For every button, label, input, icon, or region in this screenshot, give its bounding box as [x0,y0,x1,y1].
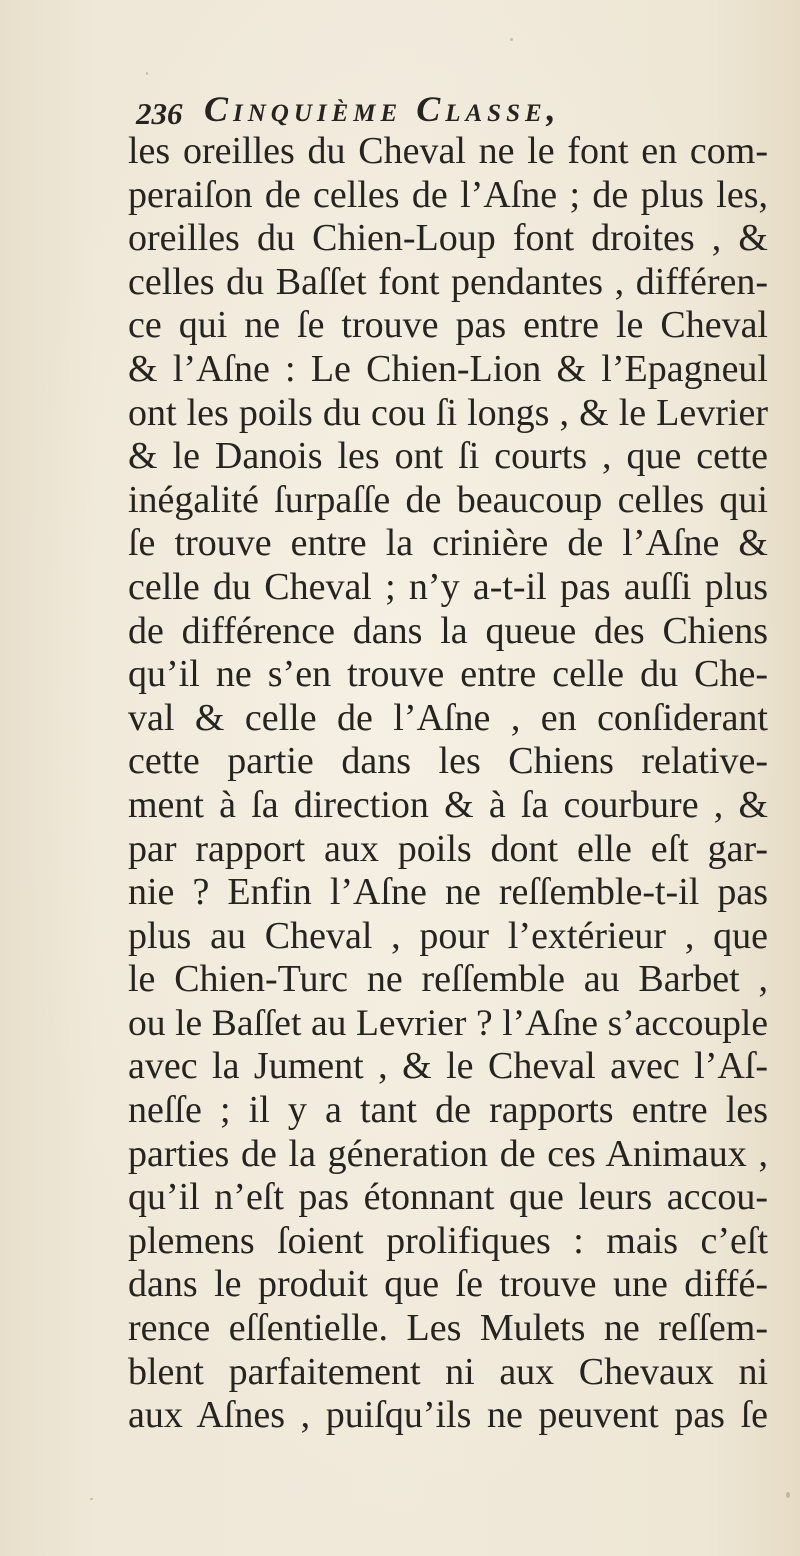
body-text [128,130,768,1438]
running-title: Cinquième Classe, [204,89,561,129]
text-line: peraiſon de celles de l’Aſne ; de plus les, [128,173,768,216]
paper-speck [90,1498,93,1500]
text-line: inégalité ſurpaſſe de beaucoup celles qui [128,478,768,521]
text-line: oreilles du Chien-Loup font droites , & [128,217,768,260]
text-line: plemens ſoient prolifiques : mais c’eſt [128,1219,768,1262]
page-number: 236 [136,96,183,131]
text-line: cette partie dans les Chiens relative- [128,740,768,783]
text-line: aux Aſnes , puiſqu’ils ne peuvent pas ſe [128,1394,768,1437]
text-line: neſſe ; il y a tant de rapports entre les [128,1089,768,1132]
text-line: les oreilles du Cheval ne le font en com- [128,130,768,172]
text-line: ou le Baſſet au Levrier ? l’Aſne s’accouple [128,1002,768,1044]
text-line: celle du Cheval ; n’y a-t-il pas auſſi plus [128,565,768,608]
text-line: qu’il n’eſt pas étonnant que leurs accou- [128,1176,768,1219]
text-line: & le Danois les ont ſi courts , que cette [128,435,768,478]
text-line: rence eſſentielle. Les Mulets ne reſſem- [128,1307,768,1350]
paper-speck [786,1492,790,1498]
text-line: ont les poils du cou ſi longs , & le Levrier [128,391,768,434]
text-line: val & celle de l’Aſne , en conſiderant [128,696,768,739]
paper-speck [146,72,148,75]
text-line: avec la Jument , & le Cheval avec l’Aſ- [128,1045,768,1088]
text-line: le Chien-Turc ne reſſemble au Barbet , [128,958,768,1001]
text-line: dans le produit que ſe trouve une diffé- [128,1263,768,1306]
text-line: ſe trouve entre la crinière de l’Aſne & [128,522,768,565]
text-line: ce qui ne ſe trouve pas entre le Cheval [128,304,768,347]
paper-speck [510,38,513,41]
text-line: de différence dans la queue des Chiens [128,609,768,652]
text-line: parties de la géneration de ces Animaux , [128,1132,768,1175]
text-line: plus au Cheval , pour l’extérieur , que [128,914,768,957]
text-line: & l’Aſne : Le Chien-Lion & l’Epagneul [128,347,768,390]
text-line: ment à ſa direction & à ſa courbure , & [128,783,768,826]
text-line: nie ? Enfin l’Aſne ne reſſemble-t-il pas [128,871,768,914]
text-line: blent parfaitement ni aux Chevaux ni [128,1350,768,1393]
text-line: celles du Baſſet font pendantes , différen- [128,260,768,303]
text-line: par rapport aux poils dont elle eſt gar- [128,827,768,870]
text-line: qu’il ne s’en trouve entre celle du Che- [128,653,768,696]
